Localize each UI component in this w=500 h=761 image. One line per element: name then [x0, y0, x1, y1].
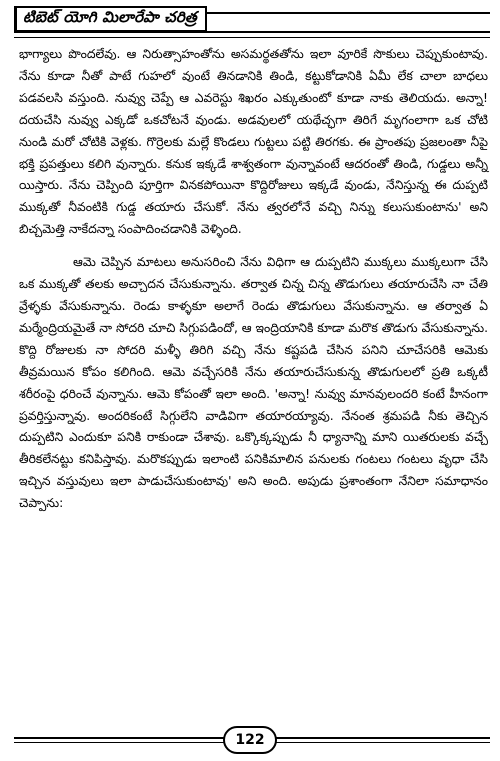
- body-text: [19, 44, 488, 515]
- header-rule-top: [186, 12, 490, 28]
- header-double-rule: [14, 31, 490, 38]
- paragraph: భాగ్యాలు పొందలేవు. ఆ నిరుత్సాహంతోను అసమర్థతతోను ఇలా వూరికే సొకులు చెప్పుకుంటావు. నేను కూడా నీతో పాటే గుహలో వుంటే తినడానికి తిండి, కట్టుకోడానికి ఏమీ లేక చాలా బాధలు పడవలసి వస్తుంది. నువ్వు చెప్పే ఆ ఎవరెస్టు శిఖరం ఎక్కుతుంటో కూడా నాకు తెలియదు. అన్నా! దయచేసి నువ్వు ఎక్కడో ఒకచోటనే వుండు. అడవులలో యథేచ్ఛగా తిరిగే మృగంలాగా ఒక చోటి నుండి మరో చోటికి వెళ్లకు. గొర్రెలకు మల్లే కొండలు గుట్టలు పట్టి తిరగకు. ఈ ప్రాంతపు ప్రజలంతా నీపై భక్తి ప్రపత్తులు కలిగి వున్నారు. కనుక ఇక్కడే శాశ్వతంగా వున్నావంటే ఆదరంతో తిండి, గుడ్డలు అన్నీ యిస్తారు. నేను చెప్పింది పూర్తిగా వినకపోయినా కొద్దిరోజులు ఇక్కడే వుండు, నేనిస్తున్న ఈ దుప్పటి ముక్కతో నీవంటికి గుడ్డ తయారు చేసుకో. నేను త్వరలోనే వచ్చి నిన్ను కలుసుకుంటాను' అని బిచ్చమెత్తి నాకేదన్నా సంపాదించడానికి వెళ్ళింది.: [19, 47, 488, 237]
- page-number: 122: [223, 726, 277, 754]
- paragraph: ఆమె చెప్పిన మాటలు అనుసరించి నేను విధిగా ఆ దుప్పటిని ముక్కలు ముక్కలుగా చేసి ఒక ముక్కతో తలకు అచ్చాదన చేసుకున్నాను. తర్వాత చిన్న చిన్న తొడుగులు తయారుచేసి నా చేతి వ్రేళ్ళకు వేసుకున్నాను. రెండు కాళ్ళకూ అలాగే రెండు తొడుగులు వేసుకున్నాను. ఆ తర్వాత ఏ మర్మేంద్రియమైతే నా సోదరి చూచి సిగ్గుపడిందో, ఆ ఇంద్రియానికి కూడా మరొక తొడుగు వేసుకున్నాను. కొద్ది రోజులకు నా సోదరి మళ్ళీ తిరిగి వచ్చి నేను కష్టపడి చేసిన పనిని చూచేసరికి ఆమెకు తీవ్రమయిన కోపం కలిగింది. ఆమె వచ్చేసరికి నేను తయారుచేసుకున్న తొడుగులలో ప్రతి ఒక్కటీ శరీరంపై ధరించే వున్నాను. ఆమె కోపంతో ఇలా అంది. 'అన్నా! నువ్వు మానవులందరి కంటే హీనంగా ప్రవర్తిస్తున్నావు. అందరికంటే సిగ్గులేని వాడివిగా తయారయ్యావు. నేనంత శ్రమపడి నీకు తెచ్చిన దుప్పటిని ఎందుకూ పనికి రాకుండా చేశావు. ఒక్కొక్కప్పుడు నీ ధ్యానాన్ని మాని యితరులకు వచ్చే తీరికలేనట్టు కనిపిస్తావు. మరొకప్పుడు ఇలాంటి పనికిమాలిన పనులకు గంటలు గంటలు వృధా చేసి ఇచ్చిన వస్తువులు ఇలా పాడుచేసుకుంటావు' అని అంది. అపుడు ప్రశాంతంగా నేనిలా సమాధానం చెప్పాను:: [19, 255, 488, 511]
- running-head: [14, 6, 207, 32]
- running-head-title: టిబెట్ యోగి మిలారేపా చరిత్ర: [14, 6, 207, 32]
